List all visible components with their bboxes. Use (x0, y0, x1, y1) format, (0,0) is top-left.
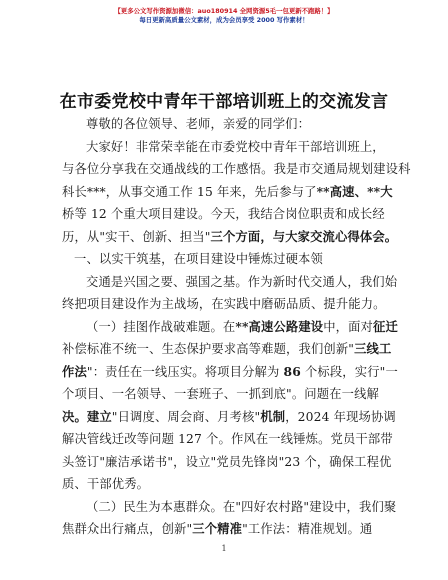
text-segment: 中，面对 (323, 319, 374, 334)
text-line (62, 181, 393, 204)
promo-line-1: 【更多公文写作资源加微信：auo180914 全网资源5毛一包更新不跑路！】 (114, 7, 334, 15)
text-line (62, 451, 392, 474)
text-line (62, 316, 398, 339)
text-segment: 交通是兴国之要、强国之基。作为新时代交通人，我们始 (86, 274, 398, 289)
text-line (62, 518, 373, 541)
text-segment: 补偿标准不统一、生态保护要求高等难题，我们创新" (62, 342, 355, 356)
text-segment: "工作法：精准规划。通 (242, 522, 373, 536)
document-body (62, 113, 411, 541)
text-segment: （二）民生为本惠群众。在"四好农村路"建设中，我们聚 (86, 499, 397, 514)
text-segment: （一）挂图作战破难题。在 (86, 319, 236, 334)
text-segment: 与各位分享我在交通战线的工作感悟。我是市交通局规划建设科 (62, 162, 411, 176)
text-line (62, 496, 397, 519)
text-line (62, 338, 392, 361)
text-segment: 个项目、一名领导、一套班子、一抓到底"。问题在一线解 (62, 387, 379, 401)
text-segment: 科长***，从事交通工作 15 年来，先后参与了 (62, 184, 317, 199)
text-line (62, 383, 379, 406)
text-segment: 质、干部优秀。 (62, 477, 150, 491)
bold-text: **高速、**大 (316, 183, 393, 199)
promo-line-2: 每日更新高质量公文素材，成为会员享受 2000 写作素材！ (139, 16, 309, 24)
text-line (62, 226, 398, 249)
text-segment: 头签订"廉洁承诺书"，设立"党员先锋岗"23 个，确保工程优 (62, 454, 392, 469)
bold-text: 作法 (62, 363, 87, 379)
bold-text: 机制 (260, 408, 286, 424)
page-number: 1 (221, 544, 227, 553)
text-segment: 焦群众出行痛点，创新" (62, 522, 193, 536)
text-segment: 大家好！非常荣幸能在市委党校中青年干部培训班上， (86, 139, 385, 154)
text-line (62, 271, 398, 294)
document-title: 在市委党校中青年干部培训班上的交流发言 (59, 92, 389, 112)
text-segment: ，2024 年现场协调 (285, 409, 396, 424)
text-segment: 解决管线迁改等问题 127 个。作风在一线锤炼。党员干部带 (62, 432, 393, 446)
text-line (62, 406, 396, 429)
bold-text: 决。建立 (62, 408, 112, 424)
text-line (62, 248, 370, 271)
text-line (62, 473, 370, 496)
text-line (62, 428, 393, 451)
text-line (62, 113, 370, 136)
text-segment: 历，从"实干、创新、担当" (62, 229, 211, 244)
text-line (62, 136, 385, 159)
text-segment: 个标段，实行"一 (300, 364, 398, 379)
text-segment: 终把项目建设作为主战场，在实践中磨砺品质、提升能力。 (62, 297, 386, 311)
text-segment: "日调度、周会商、月考核" (111, 409, 261, 424)
text-line (62, 293, 386, 316)
text-line (62, 158, 411, 181)
text-line (62, 203, 385, 226)
bold-text: 86 (283, 363, 301, 379)
text-line (62, 361, 398, 384)
bold-text: 三个精准 (192, 521, 243, 536)
bold-text: 三线工 (354, 341, 392, 356)
text-segment: "：责任在一线压实。将项目分解为 (86, 364, 284, 379)
text-segment: 尊敬的各位领导、老师，亲爱的同学们： (86, 117, 311, 131)
bold-text: 三个方面，与大家交流心得体会。 (210, 228, 398, 244)
text-segment: 一、以实干筑基，在项目建设中锤炼过硬本领 (74, 252, 323, 266)
bold-text: **高速公路建设 (235, 318, 324, 334)
bold-text: 征迁 (373, 318, 398, 334)
promo-banner (0, 7, 448, 25)
text-segment: 桥等 12 个重大项目建设。今天，我结合岗位职责和成长经 (62, 207, 385, 221)
